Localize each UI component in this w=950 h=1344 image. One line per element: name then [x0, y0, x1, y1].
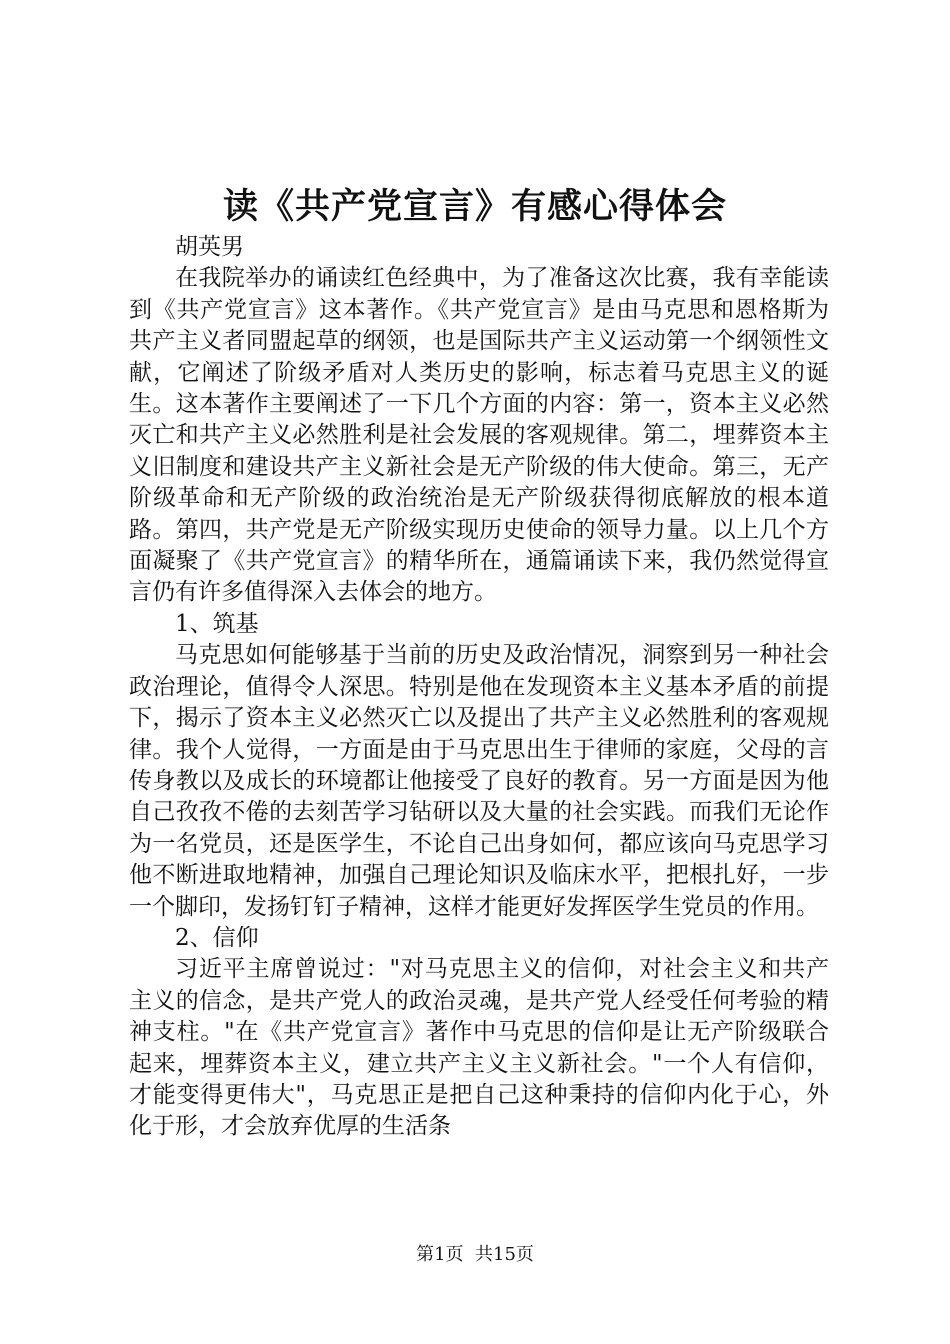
document-title: 读《共产党宣言》有感心得体会: [222, 186, 727, 227]
document-body: [129, 232, 829, 1143]
paragraph-foundation: 马克思如何能够基于当前的历史及政治情况，洞察到另一种社会政治理论，值得令人深思。特别是他在发现资本主义基本矛盾的前提下，揭示了资本主义必然灭亡以及提出了共产主义必然胜利的客观规律。我个人觉得，一方面是由于马克思出生于律师的家庭，父母的言传身教以及成长的环境都让他接受了良好的教育。另一方面是因为他自己孜孜不倦的去刻苦学习钻研以及大量的社会实践。而我们无论作为一名党员，还是医学生，不论自己出身如何，都应该向马克思学习他不断进取地精神，加强自己理论知识及临床水平，把根扎好，一步一个脚印，发扬钉钉子精神，这样才能更好发挥医学生党员的作用。: [129, 642, 829, 920]
section-heading-faith: 2、信仰: [175, 924, 259, 951]
page-footer: [0, 1243, 950, 1267]
author-line: 胡英男: [175, 234, 244, 260]
page-number-label: 第1页 共15页: [416, 1244, 534, 1265]
paragraph-faith: 习近平主席曾说过："对马克思主义的信仰，对社会主义和共产主义的信念，是共产党人的政治灵魂，是共产党人经受任何考验的精神支柱。"在《共产党宣言》著作中马克思的信仰是让无产阶级联合起来，埋葬资本主义，建立共产主义主义新社会。"一个人有信仰，才能变得更伟大"，马克思正是把自己这种秉持的信仰内化于心，外化于形，才会放弃优厚的生活条: [129, 956, 829, 1140]
section-heading-foundation: 1、筑基: [175, 610, 259, 637]
paragraph-intro: 在我院举办的诵读红色经典中，为了准备这次比赛，我有幸能读到《共产党宣言》这本著作。《共产党宣言》是由马克思和恩格斯为共产主义者同盟起草的纲领，也是国际共产主义运动第一个纲领性文献，它阐述了阶级矛盾对人类历史的影响，标志着马克思主义的诞生。这本著作主要阐述了一下几个方面的内容：第一，资本主义必然灭亡和共产主义必然胜利是社会发展的客观规律。第二，埋葬资本主义旧制度和建设共产主义新社会是无产阶级的伟大使命。第三，无产阶级革命和无产阶级的政治统治是无产阶级获得彻底解放的根本道路。第四，共产党是无产阶级实现历史使命的领导力量。以上几个方面凝聚了《共产党宣言》的精华所在，通篇诵读下来，我仍然觉得宣言仍有许多值得深入去体会的地方。: [129, 265, 829, 606]
